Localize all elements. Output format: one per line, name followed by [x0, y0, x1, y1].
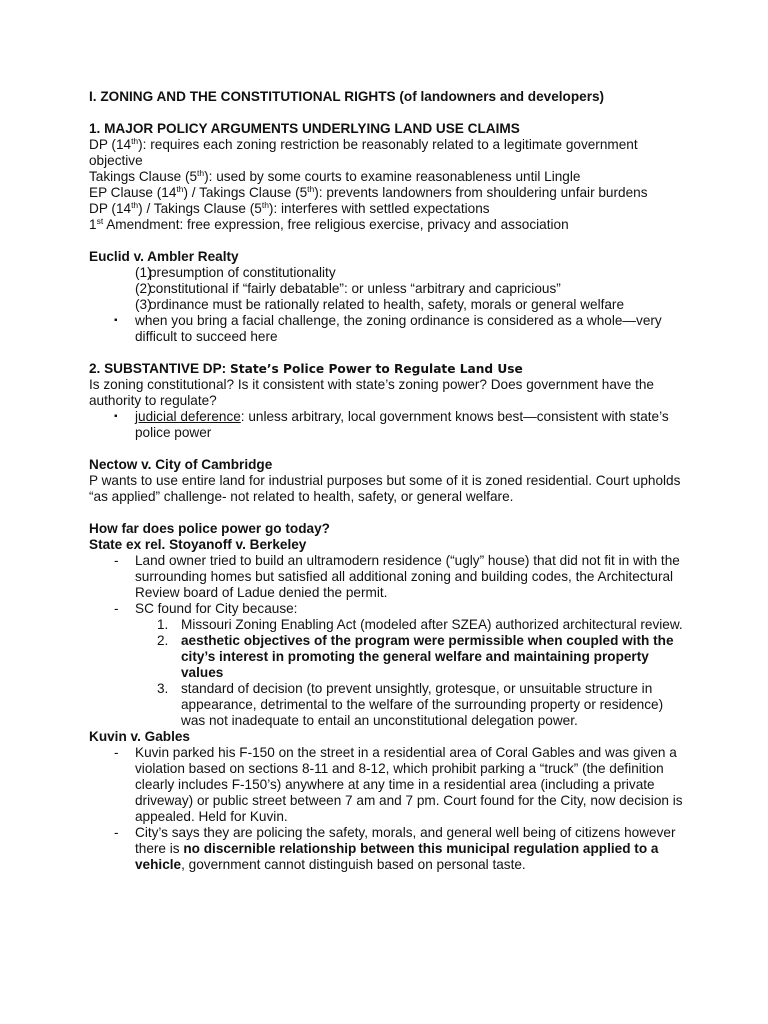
policy-line: DP (14th) / Takings Clause (5th): interferes with settled expectations — [89, 200, 490, 216]
spacer — [89, 345, 689, 361]
list-item: 1. Missouri Zoning Enabling Act (modeled after SZEA) authorized architectural review. — [157, 617, 683, 632]
document-title: I. ZONING AND THE CONSTITUTIONAL RIGHTS (of landowners and developers) — [89, 89, 605, 104]
list-item: (3) ordinance must be rationally related to health, safety, morals or general welfare — [135, 297, 625, 312]
case-heading-nectow: Nectow v. City of Cambridge — [89, 457, 273, 472]
section2-question: Is zoning constitutional? Is it consistent with state’s zoning power? Does government have the authority to regulate? — [89, 377, 654, 408]
list-item: ▪ when you bring a facial challenge, the zoning ordinance is considered as a whole—very difficult to succeed here — [114, 313, 662, 344]
euclid-bullet-list — [89, 313, 689, 345]
stoyanoff-dash-list — [89, 553, 689, 617]
list-item: (1) presumption of constitutionality — [135, 265, 336, 280]
section2-bullet-list — [89, 409, 689, 441]
list-item: - City’s says they are policing the safety, morals, and general well being of citizens however there is no discernible relationship between this municipal regulation applied to a vehicle, government cannot distinguish based on personal taste. — [114, 825, 676, 872]
spacer — [89, 105, 689, 121]
policy-line: 1st Amendment: free expression, free religious exercise, privacy and association — [89, 216, 569, 232]
list-item: 3. standard of decision (to prevent unsightly, grotesque, or unsuitable structure in appearance, detrimental to the welfare of the surrounding property or residence) was not inadequate to entail an unconstitutional delegation power. — [157, 681, 664, 728]
stoyanoff-numbered-list — [89, 617, 689, 729]
list-item: - Kuvin parked his F-150 on the street in a residential area of Coral Gables and was given a violation based on sections 8-11 and 8-12, which prohibit parking a “truck” (the definition clearly includes F-150’s) anywhere at any time in a residential area (including a private driveway) or public street between 7 am and 7 pm. Court found for the City, now decision is appealed. Held for Kuvin. — [114, 745, 683, 824]
section1-heading: 1. MAJOR POLICY ARGUMENTS UNDERLYING LAND USE CLAIMS — [89, 121, 520, 136]
police-power-heading: How far does police power go today? — [89, 521, 330, 536]
euclid-list — [89, 265, 689, 313]
document-page — [89, 89, 689, 873]
list-item: 2. aesthetic objectives of the program were permissible when coupled with the city’s interest in promoting the general welfare and maintaining property values — [157, 633, 674, 680]
list-item: - SC found for City because: — [114, 601, 298, 616]
case-heading-kuvin: Kuvin v. Gables — [89, 729, 190, 744]
list-item: (2) constitutional if “fairly debatable”: or unless “arbitrary and capricious” — [135, 281, 561, 296]
list-item: ▪ judicial deference: unless arbitrary, local government knows best—consistent with state’s police power — [114, 409, 669, 440]
spacer — [89, 233, 689, 249]
policy-line: EP Clause (14th) / Takings Clause (5th): prevents landowners from shouldering unfair burdens — [89, 184, 648, 200]
list-item: - Land owner tried to build an ultramodern residence (“ugly” house) that did not fit in with the surrounding homes but satisfied all additional zoning and building codes, the Architectural Review board of Ladue denied the permit. — [114, 553, 680, 600]
section2-heading: 2. SUBSTANTIVE DP: State’s Police Power to Regulate Land Use — [89, 361, 523, 376]
kuvin-dash-list — [89, 745, 689, 873]
case-heading-euclid: Euclid v. Ambler Realty — [89, 249, 239, 264]
spacer — [89, 505, 689, 521]
nectow-text: P wants to use entire land for industrial purposes but some of it is zoned residential. Court upholds “as applied” challenge- not related to health, safety, or general welfare. — [89, 473, 681, 504]
spacer — [89, 441, 689, 457]
bullet-icon: ▪ — [114, 411, 118, 422]
bullet-icon: ▪ — [114, 315, 118, 326]
policy-line: DP (14th): requires each zoning restriction be reasonably related to a legitimate government objective — [89, 136, 638, 168]
case-heading-stoyanoff: State ex rel. Stoyanoff v. Berkeley — [89, 537, 307, 552]
policy-line: Takings Clause (5th): used by some courts to examine reasonableness until Lingle — [89, 168, 581, 184]
